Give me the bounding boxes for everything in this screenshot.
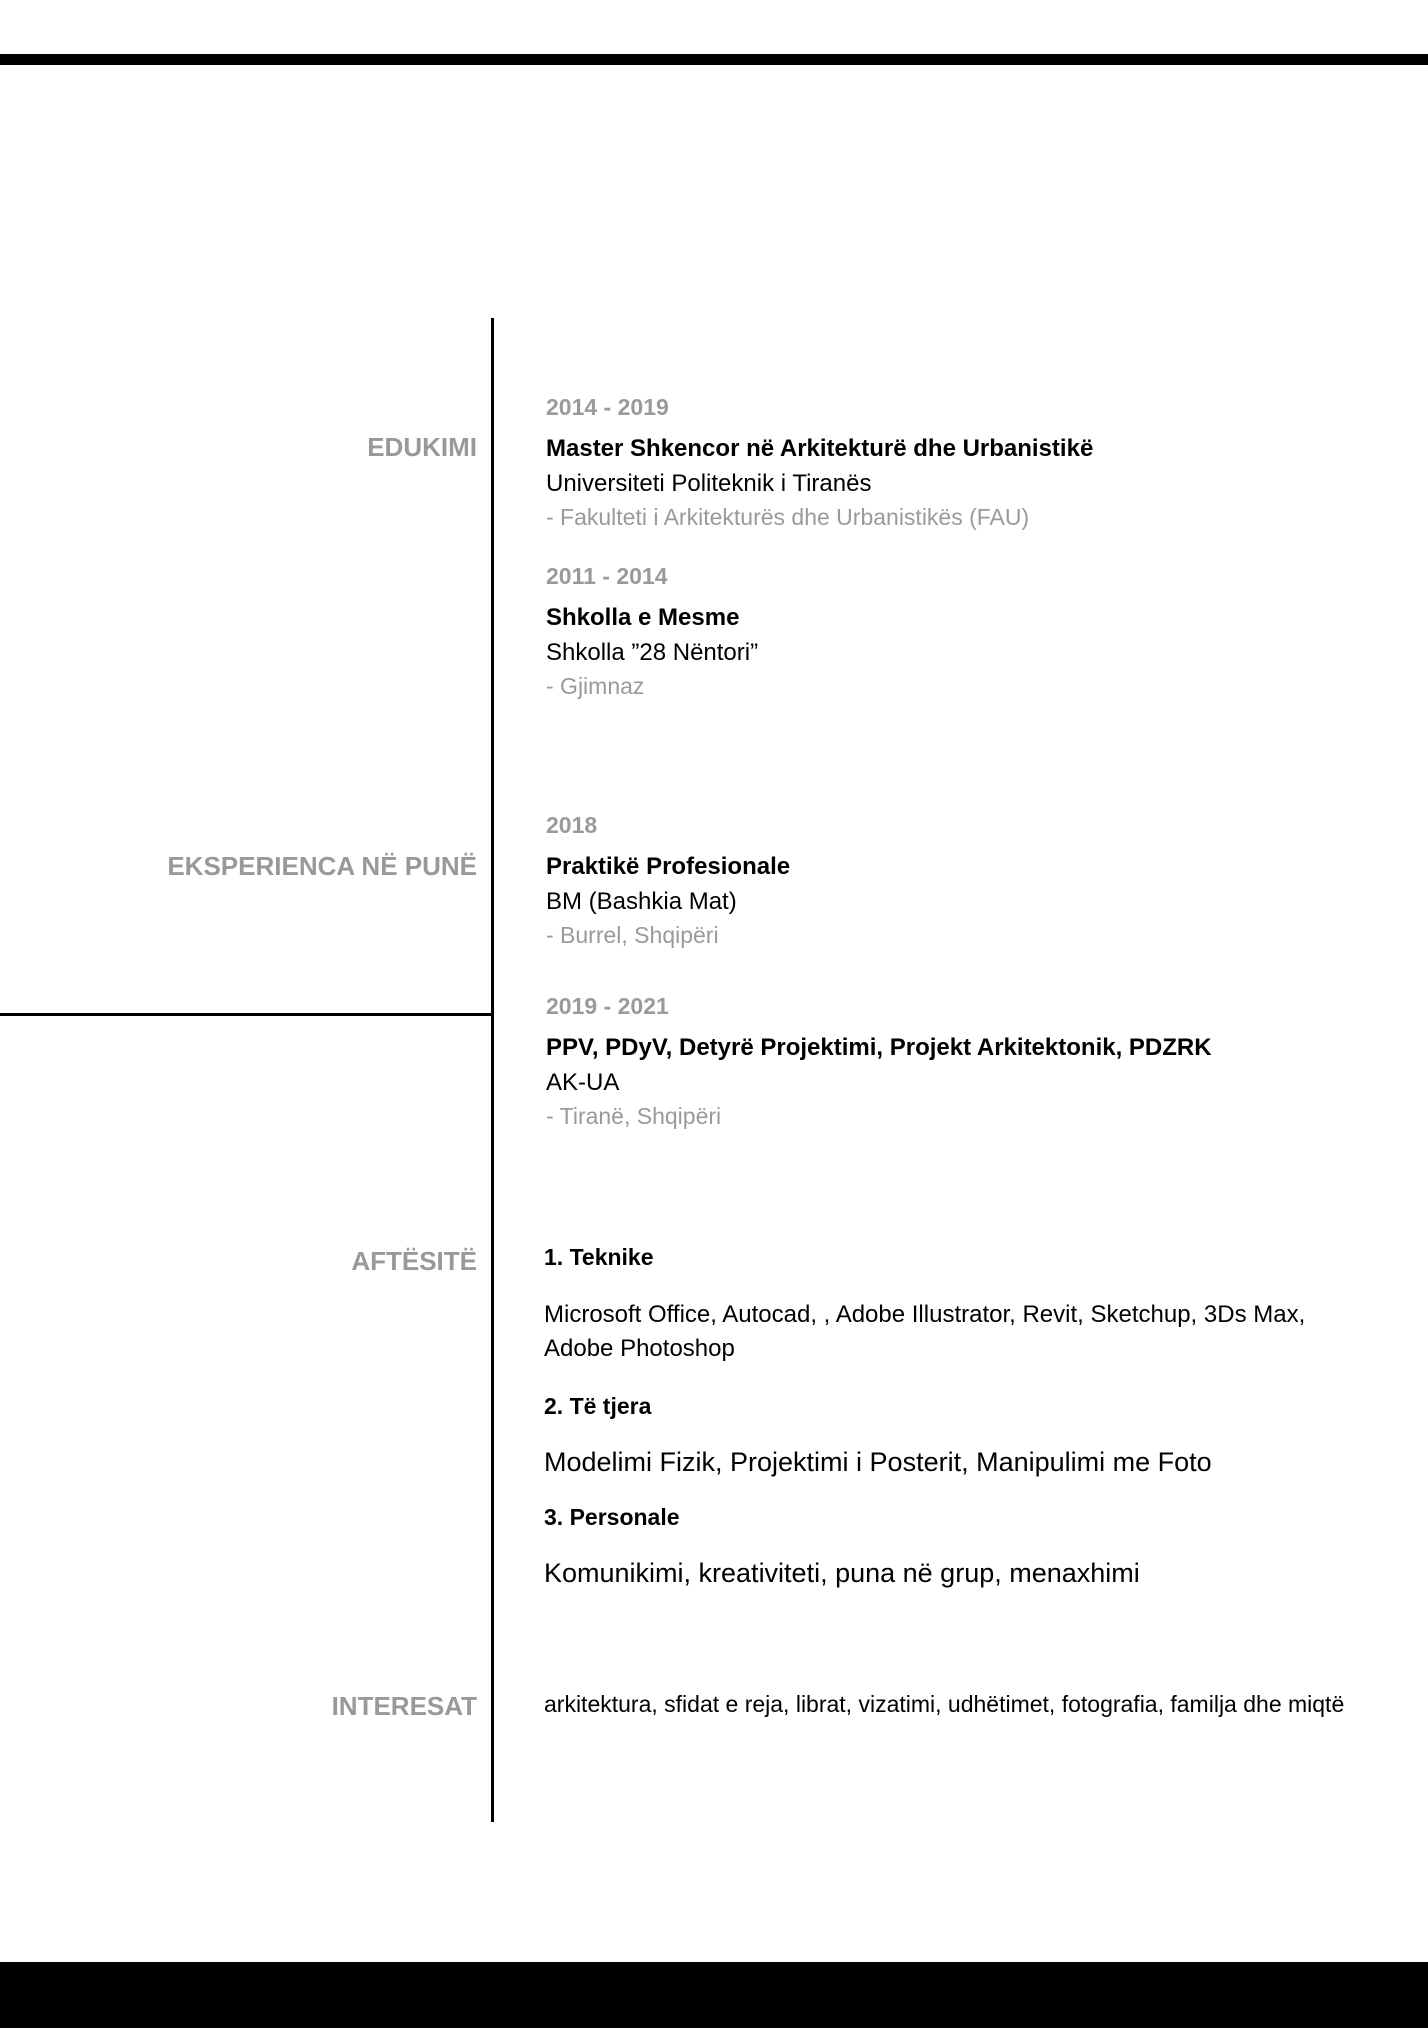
skill-heading: 3. Personale xyxy=(544,1504,680,1530)
horizontal-divider xyxy=(0,1013,493,1016)
section-title-education: EDUKIMI xyxy=(367,432,477,462)
experience-organization: AK-UA xyxy=(546,1069,620,1096)
bottom-band xyxy=(0,1962,1428,2028)
education-degree: Master Shkencor në Arkitekturë dhe Urbanistikë xyxy=(546,435,1094,462)
experience-location: - Tiranë, Shqipëri xyxy=(546,1103,722,1130)
experience-location: - Burrel, Shqipëri xyxy=(546,922,719,949)
education-years: 2011 - 2014 xyxy=(546,563,668,589)
experience-role: PPV, PDyV, Detyrë Projektimi, Projekt Arkitektonik, PDZRK xyxy=(546,1034,1212,1061)
section-title-interests: INTERESAT xyxy=(331,1691,477,1721)
skill-text: Modelimi Fizik, Projektimi i Posterit, Manipulimi me Foto xyxy=(544,1447,1212,1477)
education-institution: Shkolla ”28 Nëntori” xyxy=(546,639,759,666)
skill-text: Microsoft Office, Autocad, , Adobe Illustrator, Revit, Sketchup, 3Ds Max, Adobe Photoshop xyxy=(544,1301,1306,1362)
top-rule xyxy=(0,54,1428,65)
skill-text: Komunikimi, kreativiteti, puna në grup, menaxhimi xyxy=(544,1558,1140,1588)
experience-years: 2018 xyxy=(546,812,598,838)
section-title-skills: AFTËSITË xyxy=(351,1246,477,1276)
education-degree: Shkolla e Mesme xyxy=(546,604,740,631)
experience-years: 2019 - 2021 xyxy=(546,993,669,1019)
education-institution: Universiteti Politeknik i Tiranës xyxy=(546,470,872,497)
education-entry xyxy=(546,396,1406,531)
experience-organization: BM (Bashkia Mat) xyxy=(546,888,737,915)
vertical-divider xyxy=(491,318,494,1822)
education-note: - Gjimnaz xyxy=(546,673,645,700)
skill-heading: 2. Të tjera xyxy=(544,1393,652,1419)
education-entry xyxy=(546,565,1406,700)
skill-heading: 1. Teknike xyxy=(544,1244,654,1270)
education-note: - Fakulteti i Arkitekturës dhe Urbanistikës (FAU) xyxy=(546,504,1030,531)
experience-entry xyxy=(546,814,1406,949)
experience-entry xyxy=(546,995,1406,1130)
education-years: 2014 - 2019 xyxy=(546,394,669,420)
interests-text: arkitektura, sfidat e reja, librat, vizatimi, udhëtimet, fotografia, familja dhe miqtë xyxy=(544,1691,1345,1717)
experience-role: Praktikë Profesionale xyxy=(546,853,791,880)
section-title-experience: EKSPERIENCA NË PUNË xyxy=(167,851,477,881)
